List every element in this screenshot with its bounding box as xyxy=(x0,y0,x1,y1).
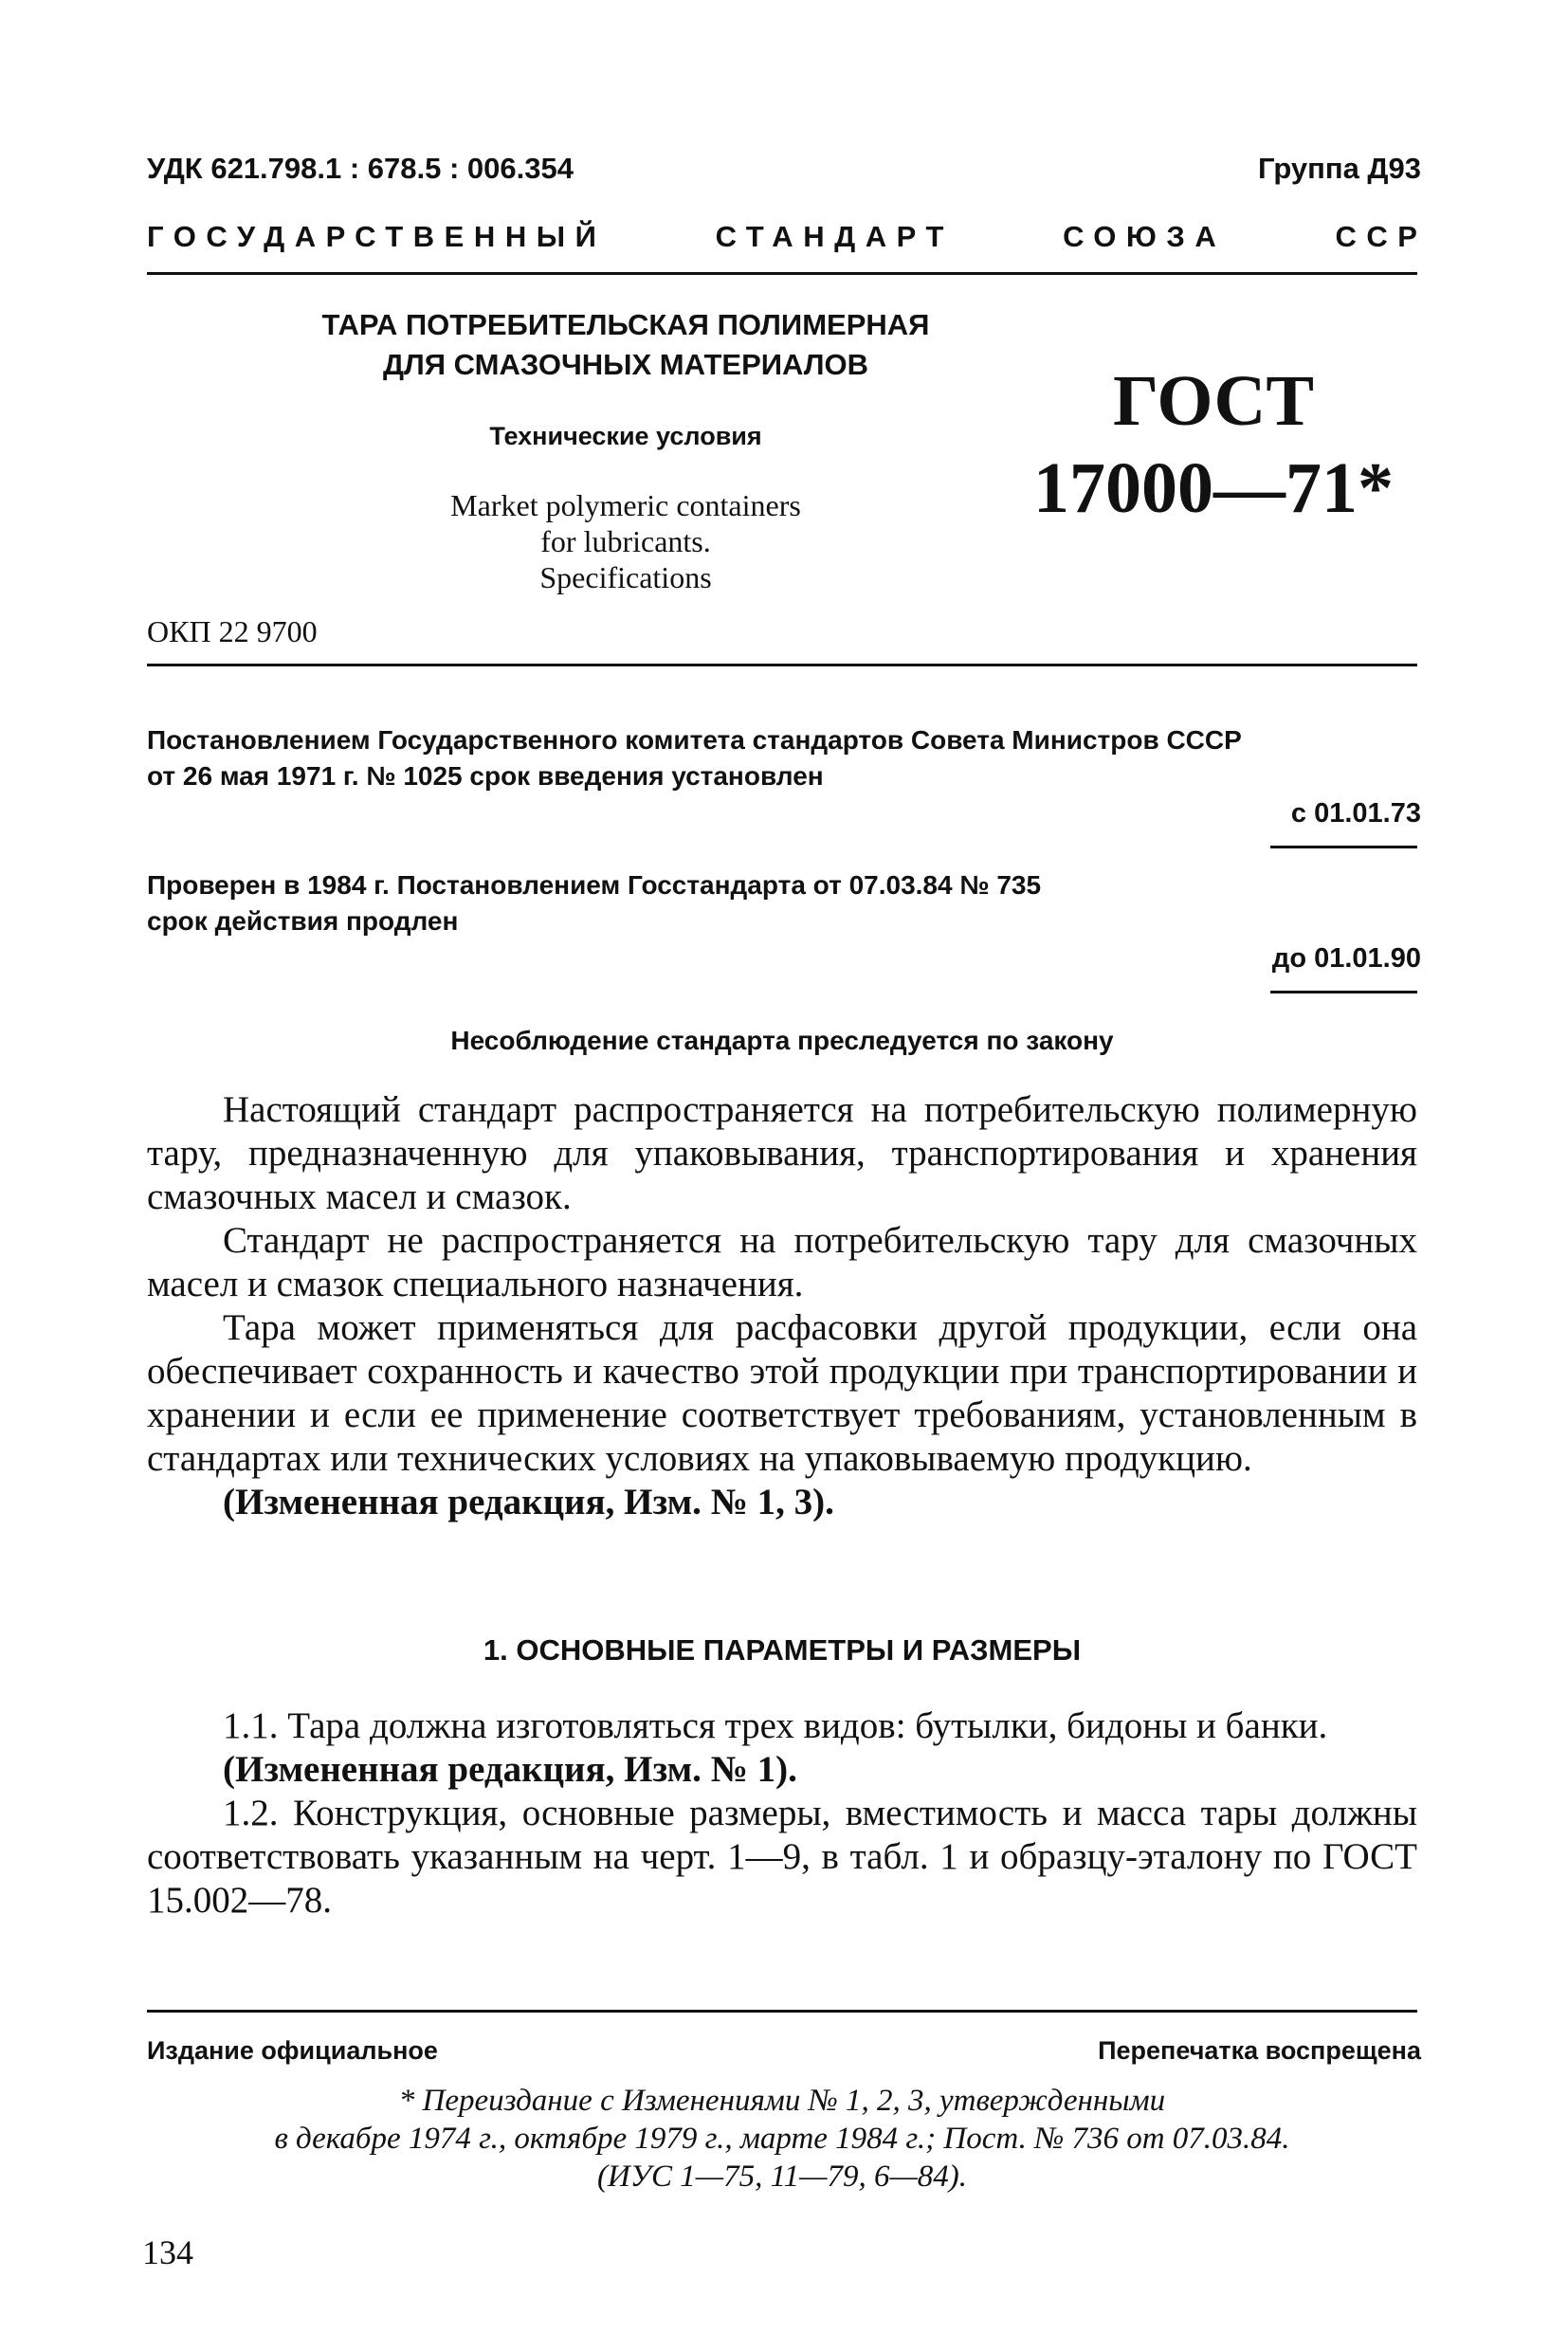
title-ru-subtitle: Технические условия xyxy=(489,422,762,450)
amendment-note-1: (Измененная редакция, Изм. № 1, 3). xyxy=(223,1482,834,1522)
page-number: 134 xyxy=(142,2233,193,2271)
intro-date: с 01.01.73 xyxy=(1290,798,1421,829)
section-text xyxy=(147,1704,1417,1923)
intro-date-rule xyxy=(1270,846,1417,848)
official-edition: Издание официальное xyxy=(147,2036,438,2065)
body-text xyxy=(147,1088,1417,1524)
paragraph-other-products: Тара может применяться для расфасовки другой продукции, если она обеспечивает сохранность и качество этой продукции при транспортировании и хранении и если ее применение соответствует требованиям, установленным в стандартах или технических условиях на упаковываемую продукцию. xyxy=(147,1307,1417,1479)
decree-line2: от 26 мая 1971 г. № 1025 срок введения установлен xyxy=(147,761,824,791)
until-date-rule xyxy=(1270,991,1417,993)
header-rule xyxy=(147,272,1417,275)
standard-word-2: СТАНДАРТ xyxy=(715,220,954,253)
udk-code: УДК 621.798.1 : 678.5 : 006.354 xyxy=(147,152,574,185)
gost-label: ГОСТ xyxy=(1112,361,1315,441)
paragraph-1-2: 1.2. Конструкция, основные размеры, вместимость и масса тары должны соответствовать указанным на черт. 1—9, в табл. 1 и образцу-эталону по ГОСТ 15.002—78. xyxy=(147,1793,1417,1921)
amendment-note-2: (Измененная редакция, Изм. № 1). xyxy=(223,1749,797,1790)
okp-code: ОКП 22 9700 xyxy=(147,614,318,648)
title-en-line3: Specifications xyxy=(539,560,712,594)
decree-line1: Постановлением Государственного комитета стандартов Совета Министров СССР xyxy=(147,725,1242,755)
paragraph-1-1: 1.1. Тара должна изготовляться трех видов: бутылки, бидоны и банки. xyxy=(223,1705,1328,1746)
until-date: до 01.01.90 xyxy=(1271,943,1421,974)
standard-word-3: СОЮЗА xyxy=(1063,220,1227,253)
title-en-line2: for lubricants. xyxy=(540,524,711,558)
paragraph-scope: Настоящий стандарт распространяется на потребительскую полимерную тару, предназначенную для упаковывания, транспортирования и хранения смазочных масел и смазок. xyxy=(147,1089,1417,1217)
law-warning: Несоблюдение стандарта преследуется по закону xyxy=(450,1026,1114,1055)
reissue-note-line2: в декабре 1974 г., октябре 1979 г., марте 1984 г.; Пост. № 736 от 07.03.84. xyxy=(274,2122,1290,2156)
title-ru-line2: ДЛЯ СМАЗОЧНЫХ МАТЕРИАЛОВ xyxy=(382,348,869,381)
reissue-note-line3: (ИУС 1—75, 11—79, 6—84). xyxy=(596,2160,968,2194)
standard-line xyxy=(147,220,1428,254)
footer-rule xyxy=(147,2010,1417,2013)
gost-number: 17000—71* xyxy=(1033,448,1394,528)
paragraph-exclusion: Стандарт не распространяется на потребительскую тару для смазочных масел и смазок специального назначения. xyxy=(147,1220,1417,1304)
section-title: 1. ОСНОВНЫЕ ПАРАМЕТРЫ И РАЗМЕРЫ xyxy=(483,1633,1082,1667)
reissue-note-line1: * Переиздание с Изменениями № 1, 2, 3, утвержденными xyxy=(398,2084,1166,2118)
title-en-line1: Market polymeric containers xyxy=(450,488,801,522)
check-line1: Проверен в 1984 г. Постановлением Госстандарта от 07.03.84 № 735 xyxy=(147,870,1042,900)
title-rule xyxy=(147,664,1417,666)
group-code: Группа Д93 xyxy=(1257,152,1421,185)
title-ru-line1: ТАРА ПОТРЕБИТЕЛЬСКАЯ ПОЛИМЕРНАЯ xyxy=(321,308,930,341)
check-line2: срок действия продлен xyxy=(147,906,459,936)
standard-word-4: ССР xyxy=(1335,220,1428,253)
standard-word-1: ГОСУДАРСТВЕННЫЙ xyxy=(147,220,607,253)
reprint-prohibited: Перепечатка воспрещена xyxy=(1098,2036,1421,2065)
